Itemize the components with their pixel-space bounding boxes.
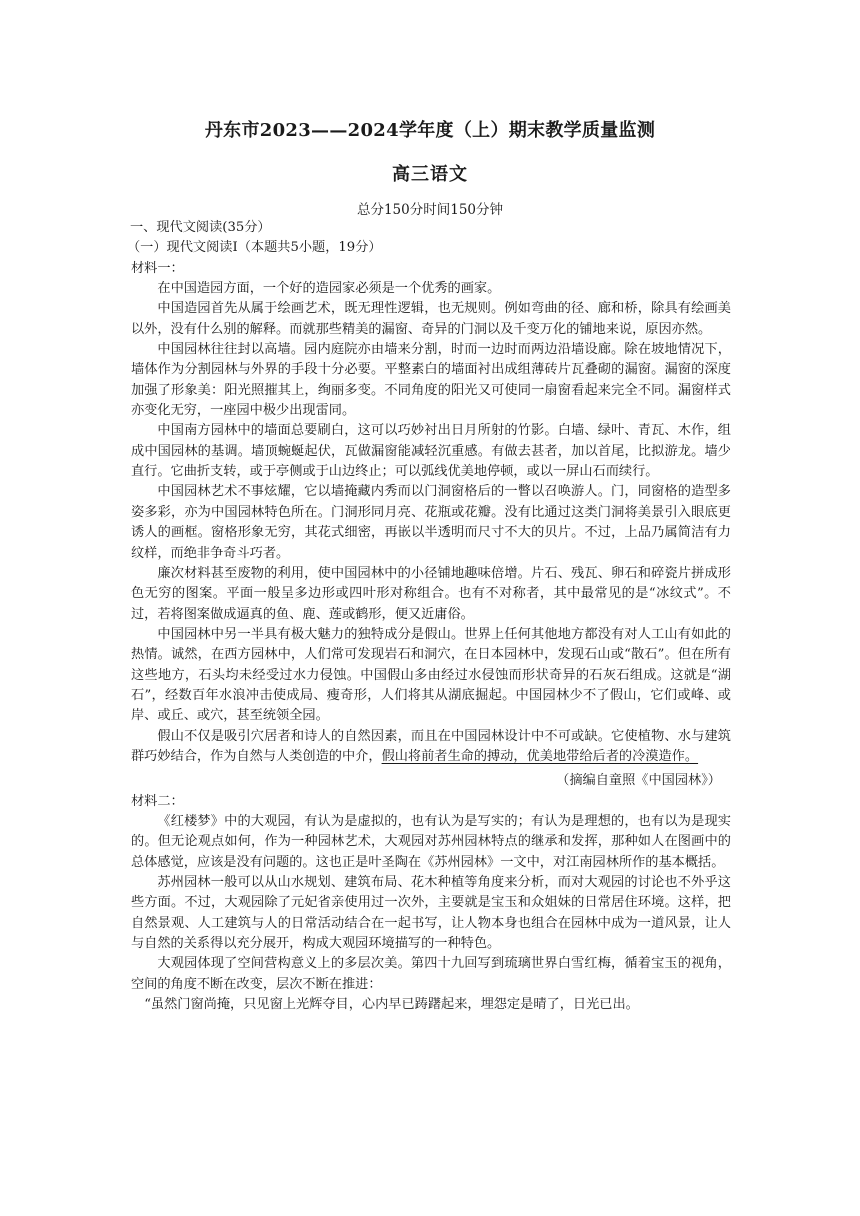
material2-quote: “虽然门窗尚掩，只见窗上光辉夺目，心内早已踌躇起来，埋怨定是晴了，日光已出。 — [144, 997, 639, 1013]
material2-label: 材料二： — [131, 793, 184, 809]
section-heading: 一、现代文阅读(35分） — [130, 220, 271, 235]
material2-paragraph: 苏州园林一般可以从山水规划、建筑布局、花木种植等角度来分析，而对大观园的讨论也不外乎这些方面。不过，大观园除了元妃省亲使用过一次外，主要就是宝玉和众姐妹的日常居住环境。这样，把自然景观、人工建筑与人的日常活动结合在一起书写，让人物本身也组合在园林中成为一道风景，让人与自然的关系得以充分展开，构成大观园环境描写的一种特色。 — [131, 875, 731, 952]
material1-paragraph: 在中国造园方面，一个好的造园家必须是一个优秀的画家。 — [157, 281, 501, 297]
paragraph-text: 假山不仅是吸引穴居者和诗人的自然因素，而且在中国园林设计中不可或缺。它使植物、水与建筑群巧妙结合，作为自然与人类创造的中介， — [131, 728, 731, 764]
material1-last-paragraph — [131, 727, 731, 768]
material2-paragraph: 大观园体现了空间营构意义上的多层次美。第四十九回写到琉璃世界白雪红梅，循着宝玉的视角，空间的角度不断在改变，层次不断在推进： — [131, 956, 731, 992]
material1-paragraph: 中国造园首先从属于绘画艺术，既无理性逻辑，也无规则。例如弯曲的径、廊和桥，除具有绘画美以外，没有什么别的解释。而就那些精美的漏窗、奇异的门洞以及千变万化的铺地来说，原因亦然。 — [131, 301, 731, 337]
material1-paragraph: 中国园林艺术不事炫耀，它以墙掩藏内秀而以门洞窗格后的一瞥以召唤游人。门，同窗格的造型多姿多彩，亦为中国园林特色所在。门洞形同月亮、花瓶或花瓣。没有比通过这类门洞将美景引入眼底更诱人的画框。窗格形象无穷，其花式细密，再嵌以半透明而尺寸不大的贝片。不过，上品乃属简洁有力纹样，而绝非争奇斗巧者。 — [131, 484, 731, 561]
underlined-sentence: 假山将前者生命的搏动，优美地带给后者的冷漠造作。 — [381, 748, 699, 764]
section-subheading: （一）现代文阅读Ⅰ（本题共5小题，19分） — [127, 240, 382, 256]
material2-paragraph: 《红楼梦》中的大观园，有认为是虚拟的，也有认为是写实的；有认为是理想的，也有以为是现实的。但无论观点如何，作为一种园林艺术，大观园对苏州园林特点的继承和发挥，那种如人在图画中的总体感觉，应该是没有问题的。这也正是叶圣陶在《苏州园林》一文中，对江南园林所作的基本概括。 — [131, 813, 731, 870]
subject-title: 高三语文 — [392, 164, 468, 185]
material1-paragraph: 中国园林往往封以高墙。园内庭院亦由墙来分割，时而一边时而两边沿墙设廊。除在坡地情况下，墙体作为分割园林与外界的手段十分必要。平整素白的墙面衬出成组薄砖片瓦叠砌的漏窗。漏窗的深度加强了形象美：阳光照摧其上，绚丽多变。不同角度的阳光又可使同一扇窗看起来完全不同。漏窗样式亦变化无穷，一座园中极少出现雷同。 — [131, 342, 731, 419]
score-time-info: 总分150分时间150分钟 — [356, 202, 504, 218]
material1-paragraph: 廉次材料甚至废物的利用，使中国园林中的小径铺地趣味倍增。片石、残瓦、卵石和碎瓷片拼成形色无穷的图案。平面一般呈多边形或四叶形对称组合。也有不对称者，其中最常见的是“冰纹式”。不过，若将图案做成逼真的鱼、鹿、莲或鹤形，便又近庸俗。 — [131, 565, 731, 622]
material1-paragraph: 中国园林中另一半具有极大魅力的独特成分是假山。世界上任何其他地方都没有对人工山有如此的热情。诚然，在西方园林中，人们常可发现岩石和洞穴，在日本园林中，发现石山或“散石”。但在所有这些地方，石头均未经受过水力侵蚀。中国假山多由经过水侵蚀而形状奇异的石灰石组成。这就是“湖石”，经数百年水浪冲击使成局、瘦奇形，人们将其从湖底掘起。中国园林少不了假山，它们或峰、或岸、或丘、或穴，甚至统领全园。 — [131, 626, 731, 724]
exam-content — [127, 218, 731, 1015]
exam-title: 丹东市2023——2024学年度（上）期末教学质量监测 — [204, 120, 656, 141]
material1-paragraph: 中国南方园林中的墙面总要刷白，这可以巧妙衬出日月所射的竹影。白墙、绿叶、青瓦、木作，组成中国园林的基调。墙顶蜿蜒起伏，瓦做漏窗能减轻沉重感。有做去甚者，加以首尾，比拟游龙。墙少直行。它曲折支转，或于亭侧或于山边终止；可以弧线优美地停顿，或以一屏山石而续行。 — [131, 423, 731, 480]
material1-label: 材料一： — [131, 260, 184, 276]
material1-source: （摘编自童照《中国园林》） — [556, 773, 721, 789]
